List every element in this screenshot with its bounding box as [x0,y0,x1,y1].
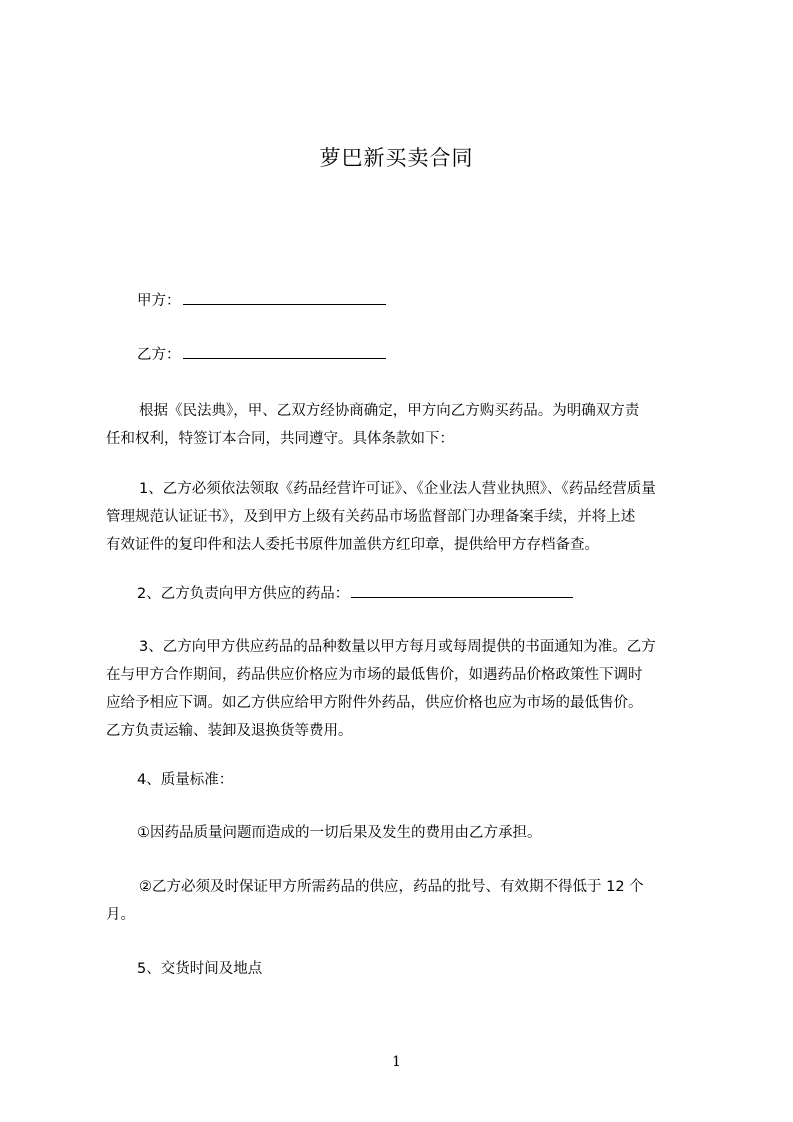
party-b-line [137,341,386,369]
page-number: 1 [392,1054,401,1070]
clause-3 [106,633,706,745]
clause-4-heading: 4、质量标准： [137,772,234,788]
clause-1-line: 有效证件的复印件和法人委托书原件加盖供方红印章，提供给甲方存档备查。 [106,537,599,553]
clause-2-blank[interactable] [351,581,573,598]
clause-2-label: 2、乙方负责向甲方供应的药品： [137,586,350,602]
party-a-label: 甲方： [137,293,181,309]
clause-2-line [137,580,573,608]
clause-4-item-2-line: 月。 [106,907,135,923]
party-a-blank[interactable] [183,288,386,305]
clause-4-item-1: ①因药品质量问题而造成的一切后果及发生的费用由乙方承担。 [137,825,542,841]
clause-1 [106,475,706,559]
party-b-label: 乙方： [137,347,181,363]
clause-3-line: 在与甲方合作期间，药品供应价格应为市场的最低售价，如遇药品价格政策性下调时 [106,667,643,683]
clause-3-line: 应给予相应下调。如乙方供应给甲方附件外药品，供应价格也应为市场的最低售价。 [106,695,643,711]
clause-3-line: 乙方负责运输、装卸及退换货等费用。 [106,723,353,739]
intro-line: 任和权利，特签订本合同，共同遵守。具体条款如下： [106,431,454,447]
intro-line: 根据《民法典》，甲、乙双方经协商确定，甲方向乙方购买药品。为明确双方责 [139,403,640,419]
clause-3-line: 3、乙方向甲方供应药品的品种数量以甲方每月或每周提供的书面通知为准。乙方 [139,639,656,655]
page-title: 萝巴新买卖合同 [319,146,474,170]
clause-4-item-2-line: ②乙方必须及时保证甲方所需药品的供应，药品的批号、有效期不得低于 12 个 [139,879,644,895]
clause-5-heading: 5、交货时间及地点 [137,961,263,977]
party-b-blank[interactable] [183,342,386,359]
intro-paragraph [106,397,706,453]
clause-1-line: 管理规范认证证书》，及到甲方上级有关药品市场监督部门办理备案手续，并将上述 [106,509,636,525]
clause-1-line: 1、乙方必须依法领取《药品经营许可证》、《企业法人营业执照》、《药品经营质量 [139,481,656,497]
party-a-line [137,287,386,315]
clause-4-item-2 [106,873,706,929]
